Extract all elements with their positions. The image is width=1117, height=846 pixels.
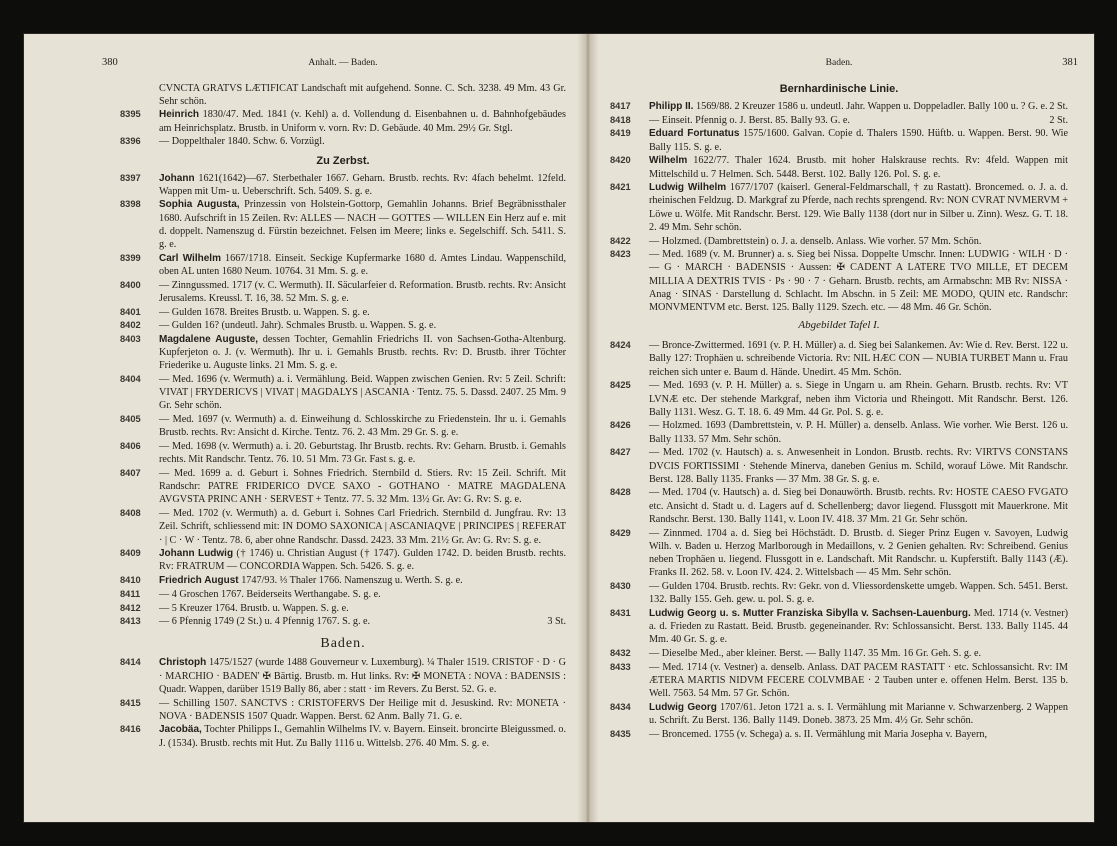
book-gutter [577,34,599,822]
catalog-entry [610,248,1068,314]
catalog-entry [120,507,566,547]
right-running-title: Baden. [825,58,853,68]
left-running-head [102,56,566,70]
entry-text: Med. 1714 (v. Vestner) a. d. Frieden zu Rastatt. Beid. Brustb. gegeneinander. Rv: Schlossansicht. Berst. 133. Bally 1145. 44 Mm. 40 Gr. S. g. e. [649,607,1068,646]
entry-count: 3 St. [547,616,566,628]
section-zerbst: Zu Zerbst. [316,154,370,167]
entry-number: 8432 [610,647,631,658]
catalog-entry [120,547,566,573]
catalog-entry [120,135,566,148]
catalog-entry [120,697,566,723]
entry-number: 8401 [120,306,141,317]
entry-text: — Schilling 1507. SANCTVS : CRISTOFERVS Der Heilige mit d. Jesuskind. Rv: MONETA · NOVA · BADENSIS 1507 Quadr. Wappen. Berst. 62 Anm. Bally 71. G. e. [159,697,566,722]
entry-text: — Med. 1696 (v. Wermuth) a. i. Vermählung. Beid. Wappen zwischen Genien. Rv: 5 Zeil. Schrift: VIVAT | FRYDERICVS | VIVAT | MAGDALYS | ASCANIA · Tentz. 75. 5. Dassd. 2407. 25 Mm. 9 Gr. Sehr schön. [159,374,566,412]
entry-number: 8429 [610,527,631,538]
entry-name: Christoph [159,657,207,669]
entry-text: — Broncemed. 1755 (v. Schega) a. s. II. Vermählung mit Maria Josepha v. Bayern, [649,728,987,740]
entry-text: — Med. 1702 (v. Wermuth) a. d. Geburt i. Sohnes Carl Friedrich. Sternbild d. Jungfrau. Rv: 13 Zeil. Schrift, schliessend mit: IN DOMO SAXONICA | ASCANIAQVE | PRINCIPES | REFERAT · | C · W · Tentz. 78. 6, aber ohne Randschr. Dassd. 2423. 33 Mm. 21½ Gr. Av: G. Rv: S. g. e. [159,508,566,546]
catalog-entry [120,333,566,373]
entry-number: 8414 [120,657,141,668]
entry-number: 8406 [120,441,141,452]
entry-text: — Holzmed. 1693 (Dambrettstein, v. P. H. Müller) a. denselb. Anlass. Wie vorher. Wie Berst. 126 u. Bally 1133. 57 Mm. Sehr schön. [649,420,1068,445]
entry-number: 8397 [120,172,141,183]
entries-bernhardinisch-a [610,100,1068,314]
entry-text: 1575/1600. Galvan. Copie d. Thalers 1590. Hüftb. u. Wappen. Berst. 90. Wie Bally 115. S. g. e. [649,128,1068,153]
entry-number: 8404 [120,374,141,385]
catalog-entry [120,602,566,615]
entry-text: 1621(1642)—67. Sterbethaler 1667. Geharn. Brustb. rechts. Rv: 4fach behelmt. 12feld. Wappen mit Um- u. Ueberschrift. Sch. 5409. S. g. e. [159,172,566,197]
entry-number: 8423 [610,249,631,260]
entry-text: 1830/47. Med. 1841 (v. Kehl) a. d. Vollendung d. Eisenbahnen u. d. Bahnhofgebäudes am Heinrichsplatz. Brustb. in Uniform v. vorn. Rv: D. Gebäude. 40 Mm. 29½ Gr. Stgl. [159,109,566,134]
entry-number: 8410 [120,575,141,586]
entry-number: 8434 [610,701,631,712]
entry-number: 8415 [120,697,141,708]
entry-text: — 6 Pfennig 1749 (2 St.) u. 4 Pfennig 1767. S. g. e. [159,616,371,628]
entry-text: — Med. 1689 (v. M. Brunner) a. s. Sieg bei Nissa. Doppelte Umschr. Innen: LUDWIG · WILH · D · — G · MARCH · BADENSIS · Aussen: ✠ CADENT A LATERE TVO MILLE, ET DECEM MILLIA A DEXTRIS TVIS · Ps · 90 · 7 · Geharn. Brustb. rechts, am Armabschn: MB Rv: NISSA · Anag · SINAS · Darstellung d. Schlacht. Im Abschn. in 5 Zeil: ME MODO, QUIN etc. Randschr: MONVMENTVM etc. Berst. 125. Bally 1129. Szech. etc. — 48 Mm. 46 Gr. Schön. [649,249,1068,314]
entry-number: 8398 [120,199,141,210]
entry-text: — Holzmed. (Dambrettstein) o. J. a. denselb. Anlass. Wie vorher. 57 Mm. Schön. [649,235,982,247]
entry-number: 8411 [120,588,141,599]
entry-text: — Doppelthaler 1840. Schw. 6. Vorzügl. [159,136,325,148]
entry-number: 8420 [610,155,631,166]
entry-number: 8426 [610,420,631,431]
entry-number: 8422 [610,235,631,246]
entry-text: — Bronce-Zwittermed. 1691 (v. P. H. Müller) a. d. Sieg bei Salankemen. Av: Wie d. Rev. Berst. 122 u. Bally 127: Trophäen u. schreibende Victoria. Rv: NIL HÆC CON — NUBIA TURBET Mann u. Frau reichen sich unter e. Baum d. Hände. Unedirt. 45 Mm. Schön. [649,340,1068,378]
catalog-entry [610,181,1068,234]
book-spread [24,34,1094,822]
entry-number: 8425 [610,380,631,391]
entry-name: Philipp II. [649,101,694,112]
entry-text: († 1746) u. Christian August († 1747). Gulden 1742. D. beiden Brustb. rechts. Rv: FRATRUM — CONCORDIA Wappen. Sch. 5426. S. g. e. [159,548,567,573]
catalog-entry [610,339,1068,379]
entry-name: Ludwig Georg [649,701,717,713]
entry-text: — Gulden 1678. Breites Brustb. u. Wappen. S. g. e. [159,306,370,318]
catalog-entry [120,198,566,251]
catalog-entry [120,588,566,601]
catalog-entry [120,172,566,198]
entry-text: — Zinngussmed. 1717 (v. C. Wermuth). II. Säcularfeier d. Reformation. Brustb. rechts. Rv: Ansicht Jerusalems. Kreussl. T. 16, 38. 52 Mm. S. g. e. [159,279,566,304]
entry-count: 2 St. [1049,114,1068,126]
catalog-entry [120,108,566,134]
catalog-entry [120,413,566,439]
entry-text: — 4 Groschen 1767. Beiderseits Werthangabe. S. g. e. [159,588,381,600]
left-page [102,56,567,816]
catalog-entry [120,723,566,749]
entry-number: 8428 [610,487,631,498]
entry-text: 1475/1527 (wurde 1488 Gouverneur v. Luxemburg). ¼ Thaler 1519. CRISTOF · D · G · MARCHIO · BADEN' ✠ Bärtig. Brustb. m. Hut links. Rv: ✠ MONETA : NOVA : BADENSIS : Quadr. Wappen, darüber 1519 Bally 86, aber : statt · im Revers. Zu Berst. 52. G. e. [159,657,567,695]
entry-text: — Med. 1699 a. d. Geburt i. Sohnes Friedrich. Sternbild d. Stiers. Rv: 15 Zeil. Schrift. Mit Randschr: PATRE FRIDERICO DVCE SAXO - GOTHANO · MATRE MAGDALENA AVGVSTA PRINC ANH · SERVEST + Tentz. 77. 5. 32 Mm. 13½ Gr. Av: G. Rv: S. g. e. [159,467,566,506]
catalog-entry [610,580,1068,606]
entry-text: — Dieselbe Med., aber kleiner. Berst. — Bally 1147. 35 Mm. 16 Gr. Geh. S. g. e. [649,647,982,659]
entry-text: — Gulden 16? (undeutl. Jahr). Schmales Brustb. u. Wappen. S. g. e. [159,320,437,332]
catalog-entry [610,527,1068,580]
section-bernhardinische-linie: Bernhardinische Linie. [779,83,899,95]
catalog-entry [120,440,566,466]
catalog-entry [610,127,1068,153]
entry-text: Prinzessin von Holstein-Gottorp, Gemahlin Johanns. Brief Begräbnissthaler 1680. Aufschrift in 15 Zeilen. Rv: ALLES — NACH — GOTTES — WILLEN Ein Herz auf e. mit d. doppelt. Namenszug d. Fürstin bezeichnet. Felsen im Meere; links e. Segelschiff. Sch. 5411. S. g. e. [159,199,566,251]
left-running-title: Anhalt. — Baden. [308,58,378,68]
entries-zerbst [120,172,566,629]
entry-number: 8431 [610,607,631,618]
entry-number: 8400 [120,279,141,290]
entry-number: 8427 [610,447,631,458]
entries-anhalt [120,108,566,148]
entry-text: 1747/93. ⅓ Thaler 1766. Namenszug u. Werth. S. g. e. [241,575,463,587]
entry-number: 8435 [610,728,631,739]
catalog-entry [610,728,1068,741]
entry-name: Friedrich August [159,575,239,587]
entry-text: — Med. 1693 (v. P. H. Müller) a. s. Siege in Ungarn u. am Rhein. Geharn. Brustb. rechts. Rv: VT LVNÆ etc. Der stehende Markgraf, neben ihm Victoria und Rheingott. Mit Randschr. Berst. 126. Bally 1131. Wesz. G. T. 18. 6. 49 Mm. 44 Gr. Pol. S. g. e. [649,380,1068,418]
entry-name: Johann [159,172,195,184]
entry-number: 8405 [120,414,141,425]
entry-name: Ludwig Georg u. s. Mutter Franziska Sibylla v. Sachsen-Lauenburg. [649,607,971,619]
entry-text: 1622/77. Thaler 1624. Brustb. mit hoher Halskrause rechts. Rv: 4feld. Wappen mit Mittelschild u. 7 Helmen. Sch. 5448. Berst. 102. Bally 126. Pol. S. g. e. [649,155,1068,180]
entry-number: 8409 [120,548,141,559]
catalog-entry [610,419,1068,445]
catalog-entry [610,379,1068,419]
catalog-entry [120,319,566,332]
entry-name: Magdalene Auguste, [159,333,259,345]
catalog-entry [120,615,566,628]
catalog-entry [120,574,566,587]
entry-number: 8421 [610,182,631,193]
entries-baden [120,656,566,749]
catalog-entry [610,647,1068,660]
entry-name: Ludwig Wilhelm [649,182,727,194]
catalog-entry [120,252,566,278]
entry-number: 8396 [120,136,141,147]
plate-reference: Abgebildet Tafel I. [798,319,880,332]
catalog-entry [610,701,1068,727]
catalog-entry [120,279,566,305]
catalog-entry [120,467,566,507]
entry-number: 8408 [120,508,141,519]
catalog-entry [610,607,1068,647]
catalog-entry [610,114,1068,127]
entry-text: — Med. 1714 (v. Vestner) a. denselb. Anlass. DAT PACEM RASTATT · etc. Schlossansicht. Rv: IM ÆTERA MARTIS NIDVM FECERE COLVMBAE · 2 Tauben unter e. offenen Helm. Berst. 135 b. Well. 7563. 54 Mm. 57 Gr. Schön. [649,661,1068,700]
catalog-entry [610,100,1068,113]
entry-text: — Med. 1702 (v. Hautsch) a. s. Anwesenheit in London. Brustb. rechts. Rv: VIRTVS CONSTANS DVCIS FORTISSIMI · Stehende Minerva, daneben Genius m. Schild, worauf Löwe. Mit Randschr. Berst. 128. Bally 1135. Franks — 37 Mm. 38 Gr. S. g. e. [649,447,1068,485]
entry-text: — Med. 1698 (v. Wermuth) a. i. 20. Geburtstag. Ihr Brustb. rechts. Rv: Geharn. Brustb. i. Gemahls rechts. Mit Randschr. Tentz. 76. 10. 51 Mm. 73 Gr. Fast s. g. e. [159,441,566,466]
entry-text: dessen Tochter, Gemahlin Friedrichs II. von Sachsen-Gotha-Altenburg. Kupferjeton o. J. (v. Wermuth). Ihr u. i. Gemahls Brustb. rechts. Rv: D. Brustb. ihrer Töchter Friederike u. Auguste links. 21 Mm. S. g. e. [159,333,566,372]
entry-name: Eduard Fortunatus [649,128,740,140]
entry-text: 1677/1707 (kaiserl. General-Feldmarschall, † zu Rastatt). Broncemed. o. J. a. d. rheinischen Feldzug. D. Markgraf zu Pferde, nach rechts sprengend. Rv: NON CVRAT NVMERVM + Löwe u. Wölfe. Mit Randschr. Berst. 129. Wie Bally 1138 (dort nur in Silber u. Zinn). Wesz. G. T. 18. 2. 49 Mm. Sehr schön. [649,182,1069,233]
entry-number: 8419 [610,128,631,139]
entry-number: 8402 [120,320,141,331]
entry-name: Wilhelm [649,155,688,167]
entry-name: Jacobäa, [159,724,202,736]
entry-name: Johann Ludwig [159,548,234,560]
left-page-number: 380 [102,57,118,68]
entry-number: 8395 [120,109,141,120]
entry-number: 8407 [120,467,141,478]
entry-name: Carl Wilhelm [159,252,221,264]
catalog-entry [120,306,566,319]
entries-bernhardinisch-b [610,339,1068,741]
catalog-entry [610,486,1068,526]
entry-name: Sophia Augusta, [159,199,240,211]
entry-name: Heinrich [159,109,200,121]
entry-text: — Med. 1697 (v. Wermuth) a. d. Einweihung d. Schlosskirche zu Friedenstein. Ihr u. i. Gemahls Brustb. rechts. Rv: Ansicht d. Kirche. Tentz. 76. 2. 43 Mm. 29 Gr. S. g. e. [159,414,566,439]
entry-number: 8399 [120,252,141,263]
entry-text: — Zinnmed. 1704 a. d. Sieg bei Höchstädt. D. Brustb. d. Sieger Prinz Eugen v. Savoyen, Ludwig Wilh. v. Baden u. Herzog Marlborough in Medaillons, v. 2 Genien gehalten. Rv: Schreibend. Genius neben Trophäen u. liegend. Flussgott in e. Landschaft. Mit Randschr. u. Kupferstift. Bally 1143 (Æ). Franks II. 262. 58. v. Loon IV. 424. 2. Wittelsbach — 45 Mm. Sehr schön. [649,527,1068,579]
entry-text: — Gulden 1704. Brustb. rechts. Rv: Gekr. von d. Vliessordenskette umgeb. Wappen. Sch. 5451. Berst. 132. Bally 155. Geh. gew. u. pol. S. g. e. [649,580,1068,606]
entry-number: 8430 [610,580,631,591]
entry-number: 8424 [610,340,631,351]
entry-text: — Einseit. Pfennig o. J. Berst. 85. Bally 93. G. e. [649,114,850,126]
right-running-head [610,56,1078,70]
entry-number: 8416 [120,724,141,735]
catalog-entry [610,446,1068,486]
entry-text: — 5 Kreuzer 1764. Brustb. u. Wappen. S. g. e. [159,602,349,614]
entry-number: 8403 [120,333,141,344]
catalog-entry [120,656,566,696]
catalog-entry [610,661,1068,701]
entry-text: Tochter Philipps I., Gemahlin Wilhelms IV. v. Bayern. Einseit. broncirte Bleigussmed. o. J. (1534). Brustb. rechts mit Hut. Zu Bally 1116 u. Wittelsb. 276. 40 Mm. S. g. e. [159,724,566,749]
section-baden: Baden. [320,636,366,652]
entry-text: 1667/1718. Einseit. Seckige Kupfermarke 1680 d. Amtes Lindau. Wappenschild, oben AL unten 1680 Neum. 10764. 31 Mm. S. g. e. [159,252,567,277]
catalog-entry [610,154,1068,180]
catalog-entry [120,373,566,413]
entry-number: 8412 [120,602,141,613]
entry-number: 8418 [610,114,631,125]
entry-number: 8417 [610,101,631,111]
right-page [610,56,1078,816]
entry-number: 8413 [120,616,141,627]
entry-text: — Med. 1704 (v. Hautsch) a. d. Sieg bei Donauwörth. Brustb. rechts. Rv: HOSTE CAESO FVGATO etc. Ansicht d. Stadt u. d. Lagers auf d. Schellenberg; davor liegend. Flussgott mit Mauerkrone. Mit Randschr. Berst. 130. Bally 1141, v. Loon IV. 418. 37 Mm. 21 Gr. Sehr schön. [649,487,1068,525]
lead-continuation: CVNCTA GRATVS LÆTIFICAT Landschaft mit aufgehend. Sonne. C. Sch. 3238. 49 Mm. 43 Gr. Sehr schön. [159,83,566,108]
entry-number: 8433 [610,661,631,672]
catalog-entry [610,235,1068,248]
entry-count: 2 St. [1049,101,1068,112]
right-page-number: 381 [1062,57,1078,68]
entry-text: 1707/61. Jeton 1721 a. s. I. Vermählung mit Marianne v. Schwarzenberg. 2 Wappen u. Schrift. Zu Berst. 136. Bally 1149. Doneb. 3873. 25 Mm. 4½ Gr. Sehr schön. [649,701,1069,726]
entry-text: 1569/88. 2 Kreuzer 1586 u. undeutl. Jahr. Wappen u. Doppeladler. Bally 100 u. ? G. e. [696,101,1048,112]
